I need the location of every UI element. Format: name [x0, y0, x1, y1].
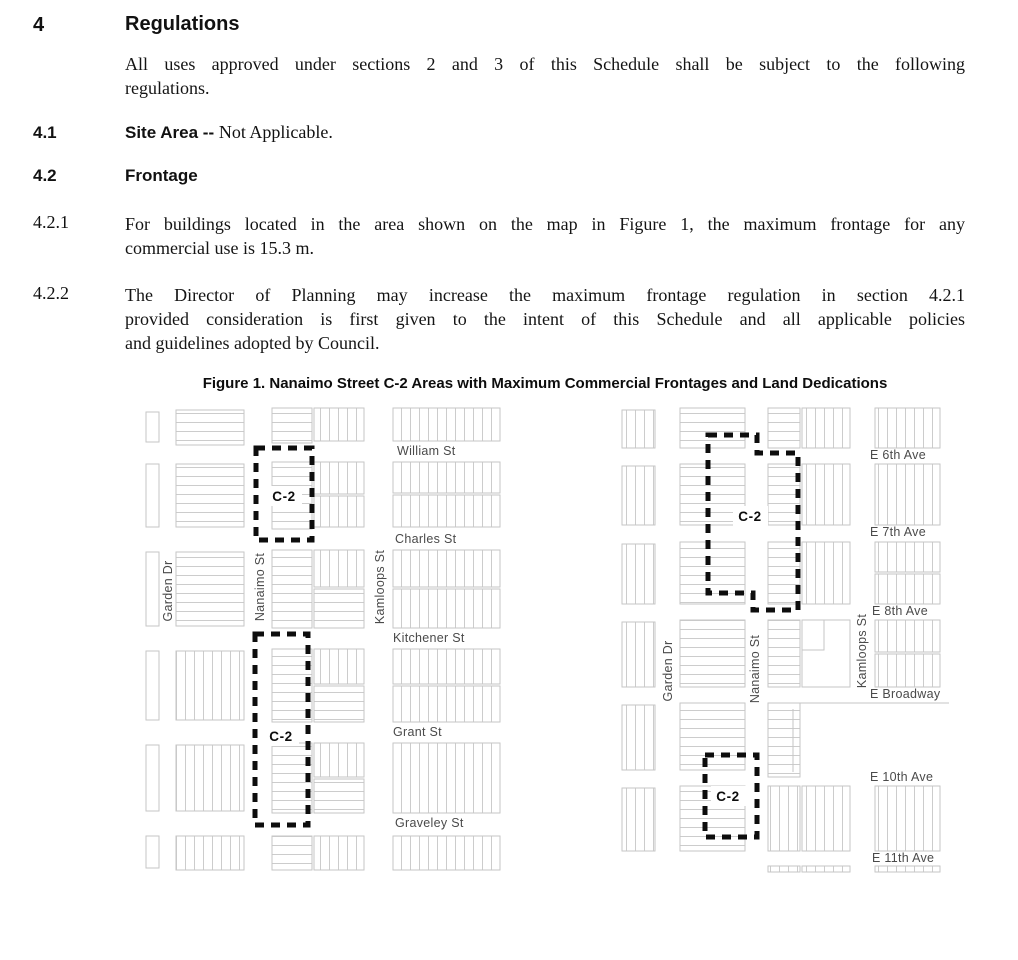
street-label-e-7th-ave: E 7th Ave [870, 525, 926, 539]
section-4-2-number: 4.2 [33, 166, 57, 185]
section-4-2-1-number: 4.2.1 [33, 212, 69, 232]
c2-zone-label: C-2 [738, 509, 762, 524]
section-4-number: 4 [33, 14, 45, 36]
paragraph-line: The Director of Planning may increase the maximum frontage regulation in section 4.2.1 [125, 285, 965, 305]
section-4-title: Regulations [125, 13, 240, 35]
section-4-1-heading [125, 122, 333, 143]
street-label-e-6th-ave: E 6th Ave [870, 448, 926, 462]
c2-zone-label: C-2 [716, 789, 740, 804]
paragraph-line: All uses approved under sections 2 and 3 of this Schedule shall be subject to the following [125, 54, 965, 74]
street-label-e-10th-ave: E 10th Ave [870, 770, 934, 784]
street-label-william-st: William St [397, 444, 456, 458]
section-4-1-title: Site Area -- [125, 123, 215, 142]
c2-zone-label: C-2 [269, 729, 293, 744]
figure-caption: Figure 1. Nanaimo Street C-2 Areas with Maximum Commercial Frontages and Land Dedications [202, 375, 888, 392]
paragraph-line: For buildings located in the area shown on the map in Figure 1, the maximum frontage for any [125, 214, 965, 234]
street-label-kitchener-st: Kitchener St [393, 631, 465, 645]
paragraph-line: commercial use is 15.3 m. [125, 238, 314, 258]
paragraph-line: regulations. [125, 78, 210, 98]
section-4-2-2-paragraph [125, 283, 965, 355]
paragraph-line: provided consideration is first given to the intent of this Schedule and all applicable policies [125, 309, 965, 329]
section-4-2-1-paragraph [125, 212, 965, 260]
right-map [617, 404, 952, 874]
street-label-charles-st: Charles St [395, 532, 457, 546]
section-4-paragraph [125, 52, 965, 100]
section-4-2-2-number: 4.2.2 [33, 283, 69, 303]
c2-zone-label: C-2 [272, 489, 296, 504]
street-label-grant-st: Grant St [393, 725, 442, 739]
street-label-nanaimo-st: Nanaimo St [748, 634, 762, 704]
section-4-1-number: 4.1 [33, 123, 57, 142]
street-label-garden-dr: Garden Dr [161, 560, 175, 622]
city-blocks [622, 408, 949, 872]
street-label-kamloops-st: Kamloops St [373, 549, 387, 625]
street-label-e-11th-ave: E 11th Ave [872, 851, 935, 865]
street-label-graveley-st: Graveley St [395, 816, 464, 830]
street-label-garden-dr: Garden Dr [661, 640, 675, 702]
street-label-nanaimo-st: Nanaimo St [253, 552, 267, 622]
street-label-e-broadway: E Broadway [870, 687, 941, 701]
paragraph-line: and guidelines adopted by Council. [125, 333, 380, 353]
section-4-2-title: Frontage [125, 166, 198, 185]
section-4-1-text: Not Applicable. [218, 122, 333, 142]
street-label-kamloops-st: Kamloops St [855, 613, 869, 689]
street-label-e-8th-ave: E 8th Ave [872, 604, 928, 618]
left-map [140, 404, 505, 874]
